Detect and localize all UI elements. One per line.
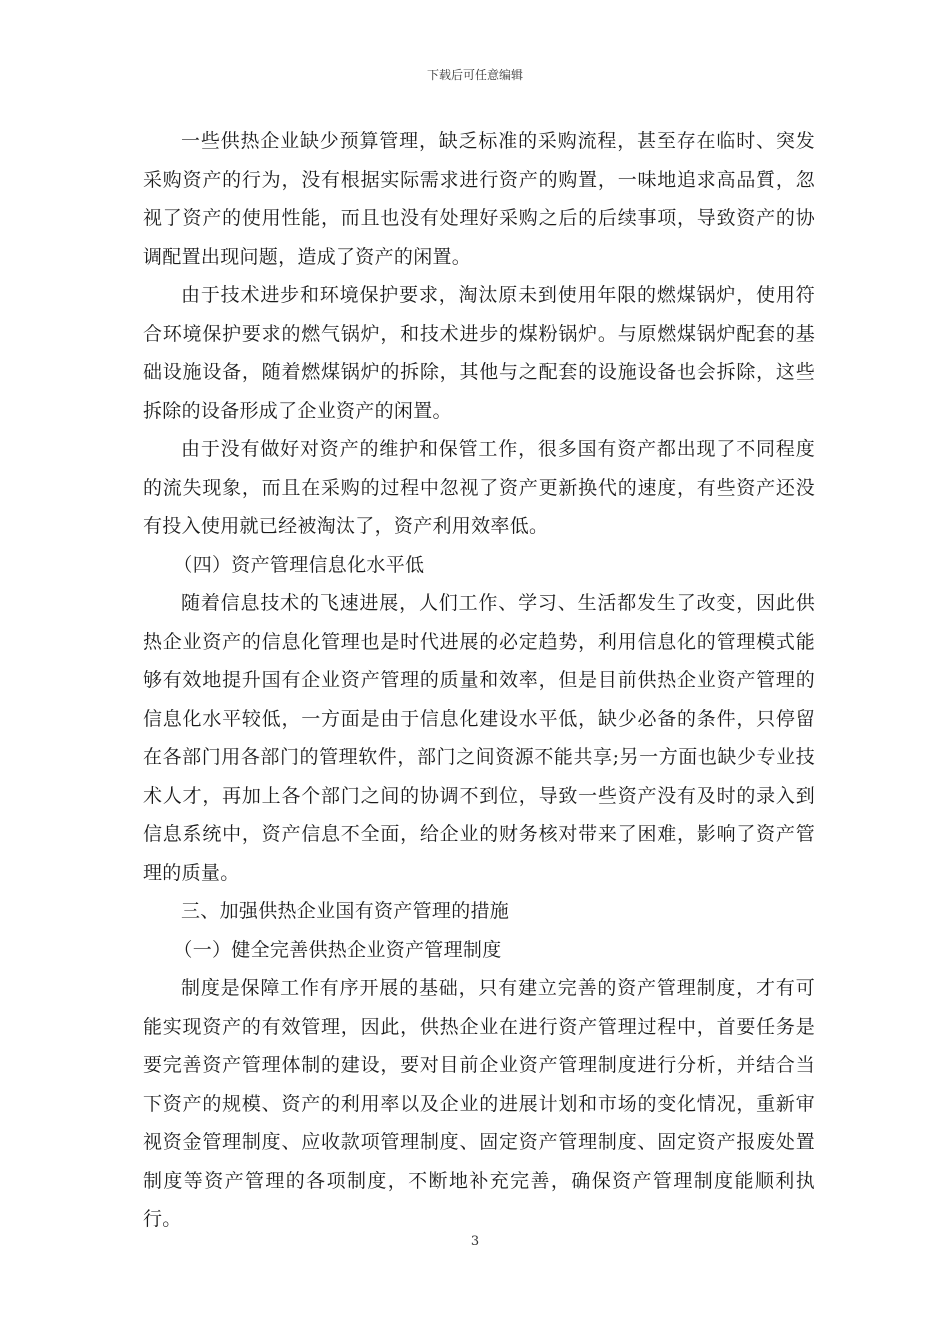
document-body <box>143 122 815 1239</box>
paragraph-informatization: 随着信息技术的飞速进展，人们工作、学习、生活都发生了改变，因此供热企业资产的信息化管理也是时代进展的必定趋势，利用信息化的管理模式能够有效地提升国有企业资产管理的质量和效率，但是目前供热企业资产管理的信息化水平较低，一方面是由于信息化建设水平低，缺少必备的条件，只停留在各部门用各部门的管理软件，部门之间资源不能共享;另一方面也缺少专业技术人才，再加上各个部门之间的协调不到位，导致一些资产没有及时的录入到信息系统中，资产信息不全面，给企业的财务核对带来了困难，影响了资产管理的质量。 <box>143 592 815 884</box>
paragraph-maintenance: 由于没有做好对资产的维护和保管工作，很多国有资产都出现了不同程度的流失现象，而且在采购的过程中忽视了资产更新换代的速度，有些资产还没有投入使用就已经被淘汰了，资产利用效率低。 <box>143 438 815 537</box>
section-heading-system: （一）健全完善供热企业资产管理制度 <box>173 938 502 961</box>
chapter-heading-measures: 三、加强供热企业国有资产管理的措施 <box>181 900 510 922</box>
paragraph-procurement: 一些供热企业缺少预算管理，缺乏标准的采购流程，甚至存在临时、突发采购资产的行为，没有根据实际需求进行资产的购置，一味地追求高品質，忽视了资产的使用性能，而且也没有处理好采购之后的后续事项，导致资产的协调配置出现问题，造成了资产的闲置。 <box>143 130 815 268</box>
page-header: 下载后可任意编辑 <box>426 68 523 82</box>
paragraph-system: 制度是保障工作有序开展的基础，只有建立完善的资产管理制度，才有可能实现资产的有效管理，因此，供热企业在进行资产管理过程中，首要任务是要完善资产管理体制的建设，要对目前企业资产管理制度进行分析，并结合当下资产的规模、资产的利用率以及企业的进展计划和市场的变化情况，重新审视资金管理制度、应收款项管理制度、固定资产管理制度、固定资产报废处置制度等资产管理的各项制度，不断地补充完善，确保资产管理制度能顺利执行。 <box>143 977 815 1230</box>
page-number: 3 <box>470 1234 480 1249</box>
section-heading-informatization: （四）资产管理信息化水平低 <box>173 553 425 576</box>
paragraph-boiler-replacement: 由于技术进步和环境保护要求，淘汰原未到使用年限的燃煤锅炉，使用符合环境保护要求的燃气锅炉，和技术进步的煤粉锅炉。与原燃煤锅炉配套的基础设施设备，随着燃煤锅炉的拆除，其他与之配套的设施设备也会拆除，这些拆除的设备形成了企业资产的闲置。 <box>143 284 815 422</box>
